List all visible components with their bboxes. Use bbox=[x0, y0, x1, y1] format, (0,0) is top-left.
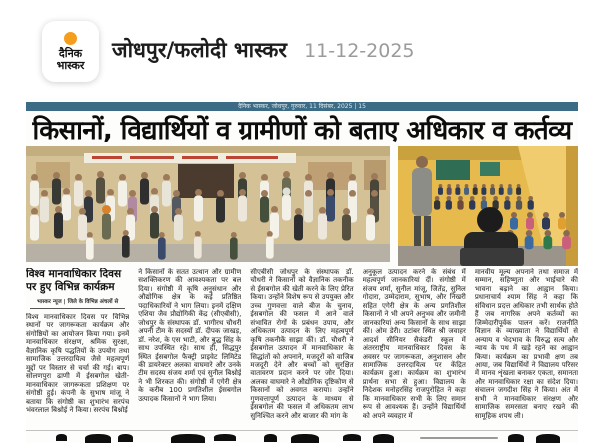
column-text: विश्व मानवाधिकार दिवस पर विभिन्न स्थानों पर जागरूकता कार्यक्रम और संगोष्ठियों का आयोजन किया गया। इनमें मानवाधिकार संरक्षण, श्रमिक सुरक्षा, वैज्ञानिक कृषि पद्धतियों के उपयोग तथा सामाजिक उत्तरदायित्व जैसे महत्वपूर्ण मुद्दों पर विस्तार से चर्चा की गई। बाप। सोलणपुरा ढाणी में ईसबगोल खेती-मानवाधिकार जागरूकता प्रशिक्षण पर संगोष्ठी हुई। कंपनी के सुभाष मांजू ने बताया कि संगोष्ठी का शुभारंभ सरपंच भंवरलाल बिश्नोई ने किया। सरपंच बिश्नोई bbox=[26, 313, 130, 414]
left-photo-illustration bbox=[26, 146, 390, 262]
article-subheadline: विश्व मानवाधिकार दिवस पर हुए विभिन्न कार्यक्रम bbox=[26, 268, 122, 293]
logo-text-line2: भास्कर bbox=[56, 58, 85, 72]
article-headline: किसानों, विद्यार्थियों व ग्रामीणों को बताए अधिकार व कर्तव्य bbox=[32, 116, 572, 142]
right-photo-illustration bbox=[398, 146, 578, 266]
left-photo-farmers-group bbox=[26, 146, 390, 262]
column-text: सीएबीसी जोधपुर के संस्थापक डॉ. चौधरी ने किसानों को वैज्ञानिक तकनीक से ईसबगोल की खेती करने के लिए प्रेरित किया। उन्होंने विशेष रूप से उपयुक्त और उच्च गुणवत्ता वाले बीज के चुनाव, ईसबगोल की फसल में आने वाले संभावित रोगों के प्रबंधन उपाय, और अधिकतम उत्पादन के लिए महत्वपूर्ण कृषि तकनीकें साझा कीं। डॉ. चौधरी ने ईसबगोल उत्पादन में मानवाधिकार के सिद्धांतों को अपनाने, मजदूरों को वाजिब मजदूरी देने और बच्चों को सुरक्षित वातावरण प्रदान करने पर जोर दिया। अलका वाघमारे ने औद्योगिक दृष्टिकोण से किसानों को अवगत कराया। उन्होंने गुणवत्तापूर्ण उत्पादन के माध्यम से ईसबगोल की फसल में अधिकतम लाभ सुनिश्चित करने और बाजार की मांग के bbox=[250, 268, 354, 420]
edition-title-row bbox=[112, 36, 415, 64]
article-body bbox=[26, 268, 578, 428]
article-column-3 bbox=[250, 268, 353, 428]
masthead-strip: दैनिक भास्कर, जोधपुर, गुरुवार, 11 दिसंबर, 2025 | 15 bbox=[26, 102, 578, 111]
article-byline: भास्कर न्यूज | जिले के विभिन्न अंचलों से bbox=[30, 296, 125, 309]
edition-title: जोधपुर/फलोदी भास्कर bbox=[112, 38, 287, 62]
article-divider bbox=[26, 430, 578, 431]
right-photo-students-corridor bbox=[398, 146, 578, 266]
newspaper-clip bbox=[26, 98, 578, 443]
article-column-2 bbox=[138, 268, 241, 428]
column-text: ने किसानों के सतत उत्थान और ग्रामीण सशक्तिकरण की आवश्यकता पर बल दिया। संगोष्ठी में कृषि अनुसंधान और औद्योगिक क्षेत्र के कई प्रतिष्ठित पदाधिकारियों ने भाग लिया। इनमें दक्षिण एशिया जैव प्रौद्योगिकी केंद्र (सीएबीसी), जोधपुर के संस्थापक डॉ. भागीरथ चौधरी अपनी टीम के सदस्यों डॉ. दीपक जाखड़, डॉ. नरेश, के एस भाटी, और बुद्ध सिंह के साथ उपस्थित रहे। साथ ही, सिद्धपुर स्थित ईसबगोल फैक्ट्री प्राइवेट लिमिटेड की डायरेक्टर अलका वाघमारे और उनके टीम सदस्य संजय शर्मा एवं सुनील बिश्नोई ने भी शिरकत की। संगोष्ठी में एगेरी क्षेत्र के करीब 100 प्रगतिशील ईसबगोल उत्पादक किसानों ने भाग लिया। bbox=[138, 268, 242, 403]
article-column-4 bbox=[363, 268, 466, 428]
logo-text-line1: दैनिक bbox=[58, 47, 83, 60]
edition-date: 11-12-2025 bbox=[304, 40, 415, 62]
dainik-bhaskar-logo[interactable] bbox=[42, 21, 99, 82]
article-column-1 bbox=[26, 268, 129, 428]
column-text: मानवीय मूल्य अपनाने तथा समाज में सम्मान, सहिष्णुता और भाईचारे की भावना बढ़ाने का आह्वान किया। प्रधानाचार्य श्याम सिंह ने कहा कि संविधान प्रदत्त अधिकार तभी सार्थक होते हैं जब नागरिक अपने कर्तव्यों का जिम्मेदारीपूर्वक पालन करें। राजनीति विज्ञान के व्याख्याता ने विद्यार्थियों से अन्याय व भेदभाव के विरुद्ध सत्य और न्याय के पथ में खड़े रहने का आह्वान किया। कार्यक्रम का प्रभावी क्षण तब आया, जब विद्यार्थियों ने विद्यालय परिसर में मानव शृंखला बनाकर एकता, समानता और मानवाधिकार रक्षा का संदेश दिया। संचालन जगदीश सिंह ने किया। अंत में सभी ने मानवाधिकार संरक्षण और सामाजिक समरसता बनाए रखने की सामूहिक शपथ ली। bbox=[474, 268, 579, 420]
next-article-cutoff bbox=[26, 434, 578, 443]
app-header bbox=[0, 0, 600, 94]
article-column-5 bbox=[475, 268, 578, 428]
column-text: अनुकूल उत्पादन करने के संबंध में महत्वपूर्ण जानकारियां दीं। संगोष्ठी में संजय शर्मा, सुनील मांजू, जितेंद्र, सुनिल गोदारा, उम्मेदाराम, सुभाष, और निखरी सहित एगेरी क्षेत्र के अन्य प्रगतिशील किसानों ने भी अपने अनुभव और जमीनी जानकारियां अन्य किसानों के साथ साझा कीं। ओम डेरी। उटांबर स्थित श्री जवाहर आदर्श सीनियर सैकंडरी स्कूल में अंतरराष्ट्रीय मानवाधिकार दिवस के अवसर पर जागरूकता, अनुशासन और सामाजिक उत्तरदायित्व पर केंद्रित कार्यक्रम हुआ। कार्यक्रम का शुभारंभ प्रार्थना सभा से हुआ। विद्यालय के निदेशक मनोहरसिंह राजपुरोहित ने कहा कि मानवाधिकार सभी के लिए समान रूप से आवश्यक हैं। उन्होंने विद्यार्थियों को अपने व्यवहार में bbox=[362, 268, 466, 420]
sun-dot-icon bbox=[64, 32, 77, 45]
